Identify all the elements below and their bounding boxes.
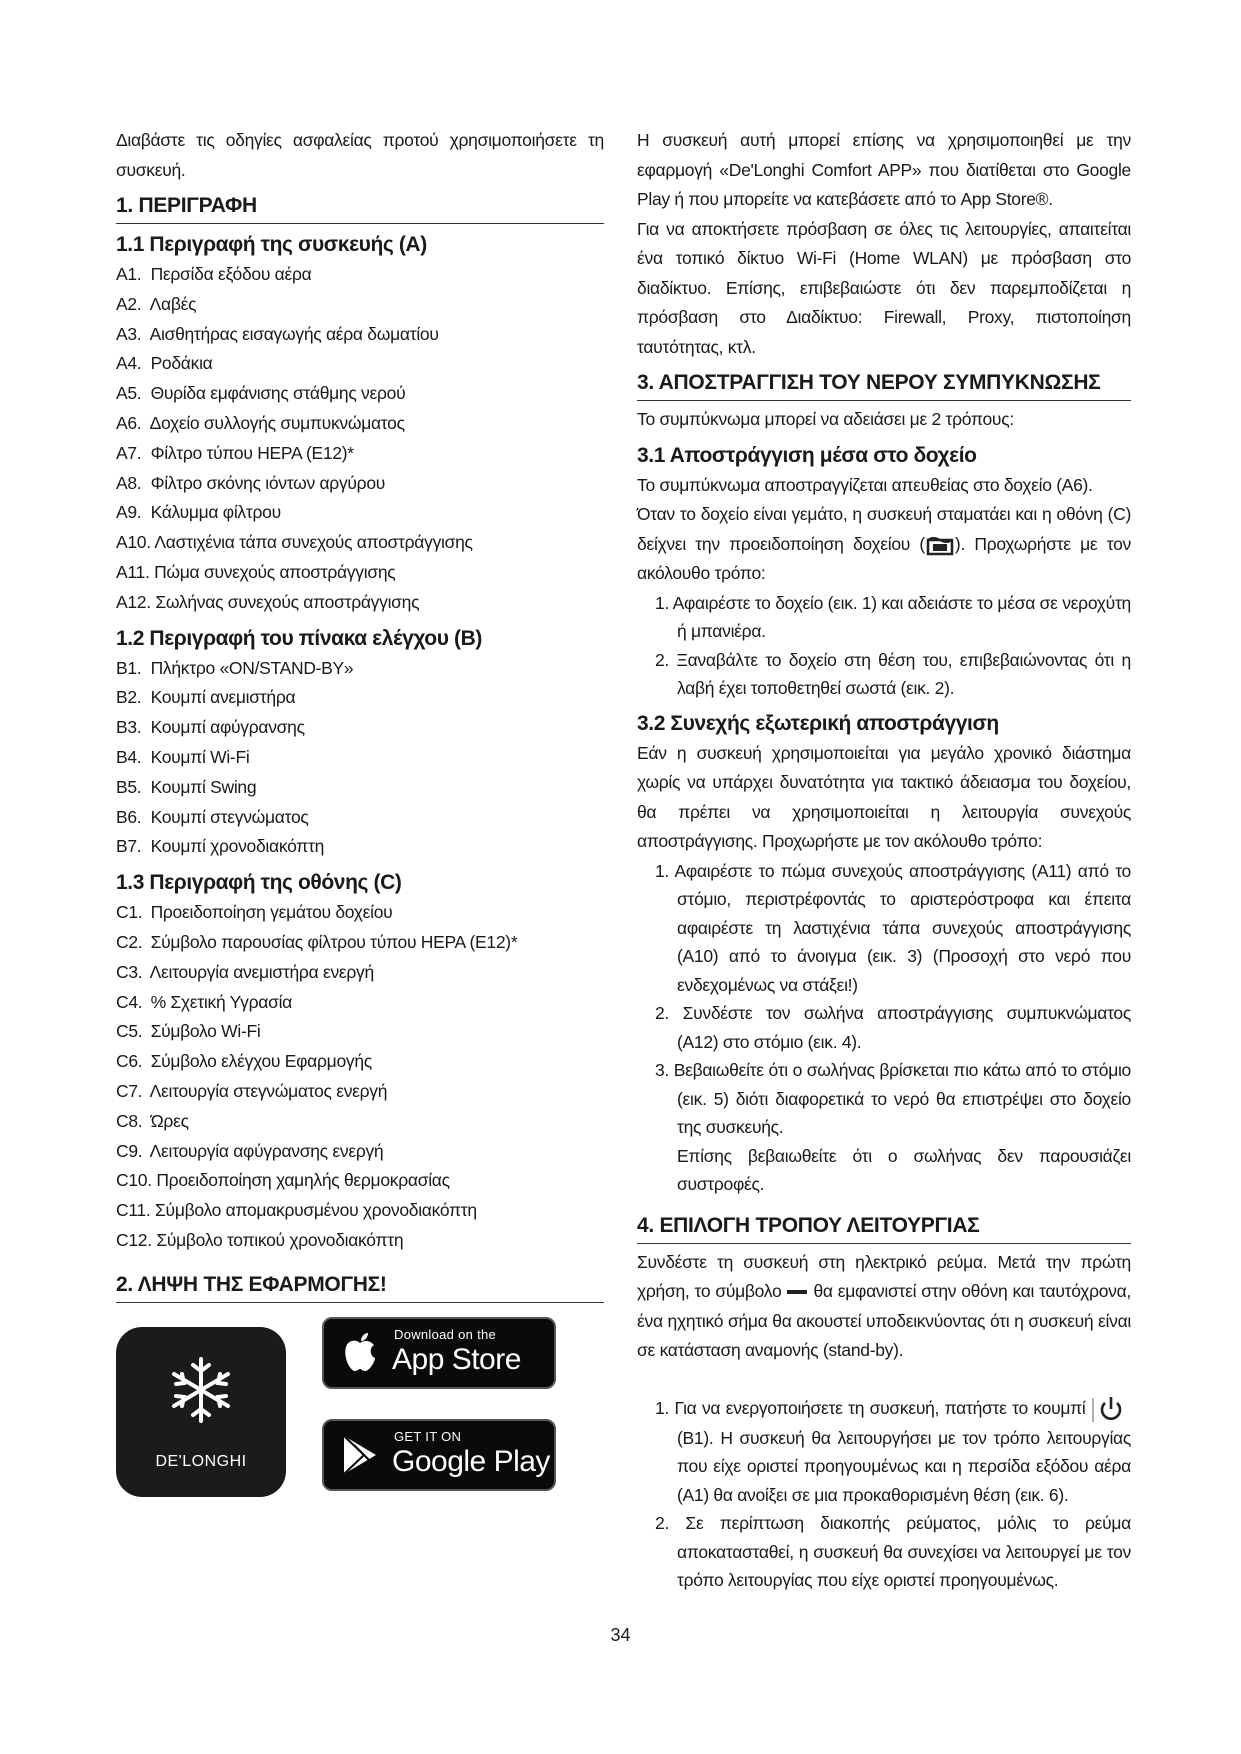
list-item: A2. Λαβές bbox=[116, 293, 197, 314]
list-item: C2. Σύμβολο παρουσίας φίλτρου τύπου HEPA (E12)* bbox=[116, 931, 518, 952]
list-item: A8. Φίλτρο σκόνης ιόντων αργύρου bbox=[116, 472, 386, 493]
section-3-1-step-1: 1. Αφαιρέστε το δοχείο (εικ. 1) και αδειάστε το μέσα σε νεροχύτη ή μπανιέρα. bbox=[655, 592, 1131, 641]
right-column bbox=[637, 126, 1131, 1595]
list-item: A1. Περσίδα εξόδου αέρα bbox=[116, 264, 312, 284]
list-item: C7. Λειτουργία στεγνώματος ενεργή bbox=[116, 1080, 388, 1101]
google-play-small-text: GET IT ON bbox=[394, 1428, 462, 1444]
section-3-1-heading: 3.1 Αποστράγγιση μέσα στο δοχείο bbox=[637, 443, 977, 467]
page-number: 34 bbox=[610, 1625, 631, 1645]
play-icon bbox=[340, 1433, 380, 1477]
section-2-heading: 2. ΛΗΨΗ ΤΗΣ ΕΦΑΡΜΟΓΗΣ! bbox=[116, 1270, 604, 1303]
google-play-badge[interactable] bbox=[322, 1419, 556, 1491]
app-store-big-text: App Store bbox=[392, 1342, 521, 1376]
list-item: B1. Πλήκτρο «ON/STAND-BY» bbox=[116, 657, 354, 678]
section-3-2-step-2: 2. Συνδέστε τον σωλήνα αποστράγγισης συμπυκνώματος (A12) στο στόμιο (εικ. 4). bbox=[655, 1003, 1131, 1052]
section-1-3-heading: 1.3 Περιγραφή της οθόνης (C) bbox=[116, 871, 402, 895]
list-item: B2. Κουμπί ανεμιστήρα bbox=[116, 687, 296, 708]
list-item: A3. Αισθητήρας εισαγωγής αέρα δωματίου bbox=[116, 323, 439, 344]
list-item: C4. % Σχετική Υγρασία bbox=[116, 991, 292, 1012]
list-item: B7. Κουμπί χρονοδιακόπτη bbox=[116, 836, 325, 857]
app-brand-label: DE'LONGHI bbox=[155, 1452, 247, 1470]
list-item: B4. Κουμπί Wi-Fi bbox=[116, 746, 250, 767]
section-3-intro: Το συμπύκνωμα μπορεί να αδειάσει με 2 τρόπους: bbox=[637, 409, 1014, 429]
list-item: C8. Ώρες bbox=[116, 1110, 189, 1131]
delonghi-app-icon[interactable] bbox=[116, 1327, 286, 1497]
app-store-badge[interactable] bbox=[322, 1317, 556, 1389]
list-item: A4. Ροδάκια bbox=[116, 353, 213, 374]
section-1-2-heading: 1.2 Περιγραφή του πίνακα ελέγχου (B) bbox=[116, 626, 482, 650]
section-3-2-heading: 3.2 Συνεχής εξωτερική αποστράγγιση bbox=[637, 711, 999, 735]
section-4-step-1: 1. Για να ενεργοποιήσετε τη συσκευή, πατήστε το κουμπί (B1). Η συσκευή θα λειτουργήσει με τον τρόπο λειτουργίας που είχε οριστεί προηγουμένως και η περσίδα εξόδου αέρα (A1) θα ανοίξει σε μια προκαθορισμένη θέση (εικ. 6). bbox=[637, 1394, 1131, 1510]
app-paragraph: Η συσκευή αυτή μπορεί επίσης να χρησιμοποιηθεί με την εφαρμογή «De'Longhi Comfort APP» που διατίθεται στο Google Play ή που μπορείτε να κατεβάσετε από το App Store®. bbox=[637, 130, 1131, 209]
section-3-2-paragraph: Εάν η συσκευή χρησιμοποιείται για μεγάλο χρονικό διάστημα χωρίς να υπάρχει δυνατότητα για τακτικό άδειασμα του δοχείου, θα πρέπει να χρησιμοποιείται η λειτουργία συνεχούς αποστράγγισης. Προχωρήστε με τον ακόλουθο τρόπο: bbox=[637, 742, 1131, 851]
list-item: B3. Κουμπί αφύγρανσης bbox=[116, 717, 305, 738]
list-item: C3. Λειτουργία ανεμιστήρα ενεργή bbox=[116, 961, 374, 982]
b-list bbox=[116, 654, 604, 863]
list-item: A12. Σωλήνας συνεχούς αποστράγγισης bbox=[116, 591, 420, 612]
section-3-1-p1: Το συμπύκνωμα αποστραγγίζεται απευθείας στο δοχείο (A6). bbox=[637, 474, 1093, 495]
list-item: B6. Κουμπί στεγνώματος bbox=[116, 806, 309, 827]
intro-paragraph: Διαβάστε τις οδηγίες ασφαλείας προτού χρησιμοποιήσετε τη συσκευή. bbox=[116, 130, 604, 180]
section-3-2-step-1: 1. Αφαιρέστε το πώμα συνεχούς αποστράγγισης (A11) από το στόμιο, περιστρέφοντάς το αριστερόστροφα και έπειτα αφαιρέστε τη λαστιχένια τάπα συνεχούς αποστράγγισης (A10) από το άνοιγμα (εικ. 3) (Προσοχή στο νερό που ενδεχομένως να στάξει!) bbox=[655, 860, 1131, 995]
section-4-paragraph: Συνδέστε τη συσκευή στη ηλεκτρικό ρεύμα. Μετά την πρώτη χρήση, το σύμβολο θα εμφανιστεί στην οθόνη και ταυτόχρονα, ένα ηχητικό σήμα θα ακουστεί υποδεικνύοντας ότι η συσκευή είναι σε κατάσταση αναμονής (stand-by). bbox=[637, 1251, 1131, 1360]
list-item: B5. Κουμπί Swing bbox=[116, 776, 257, 797]
list-item: A11. Πώμα συνεχούς αποστράγγισης bbox=[116, 561, 396, 582]
list-item: C11. Σύμβολο απομακρυσμένου χρονοδιακόπτη bbox=[116, 1200, 477, 1221]
standby-dash-icon bbox=[786, 1287, 808, 1297]
list-item: A7. Φίλτρο τύπου HEPA (E12)* bbox=[116, 442, 354, 463]
section-1-heading: 1. ΠΕΡΙΓΡΑΦΗ bbox=[116, 191, 604, 224]
c-list bbox=[116, 898, 604, 1256]
wifi-paragraph: Για να αποκτήσετε πρόσβαση σε όλες τις λειτουργίες, απαιτείται ένα τοπικό δίκτυο Wi-Fi (Home WLAN) με πρόσβαση στο διαδίκτυο. Επίσης, επιβεβαιώστε ότι δεν παρεμποδίζεται η πρόσβαση στο Διαδίκτυο: Firewall, Proxy, πιστοποίηση ταυτότητας, κτλ. bbox=[637, 218, 1131, 357]
a-list bbox=[116, 260, 604, 618]
tank-full-icon bbox=[925, 534, 955, 556]
list-item: A9. Κάλυμμα φίλτρου bbox=[116, 502, 281, 523]
list-item: C5. Σύμβολο Wi-Fi bbox=[116, 1021, 261, 1042]
section-3-1-p2: Όταν το δοχείο είναι γεμάτο, η συσκευή σταματάει και η οθόνη (C) δείχνει την προειδοποίηση δοχείου ( ). Προχωρήστε με τον ακόλουθο τρόπο: bbox=[637, 504, 1131, 583]
section-3-2-step-3: 3. Βεβαιωθείτε ότι ο σωλήνας βρίσκεται πιο κάτω από το στόμιο (εικ. 5) διότι διαφορετικά το νερό θα επιστρέψει στο δοχείο της συσκευής. bbox=[655, 1060, 1131, 1137]
section-4-step-2: 2. Σε περίπτωση διακοπής ρεύματος, μόλις το ρεύμα αποκατασταθεί, η συσκευή θα συνεχίσει να λειτουργεί με τον τρόπο λειτουργίας που είχε οριστεί προηγουμένως. bbox=[655, 1513, 1131, 1591]
app-badges bbox=[116, 1317, 604, 1507]
list-item: C12. Σύμβολο τοπικού χρονοδιακόπτη bbox=[116, 1229, 404, 1250]
list-item: A5. Θυρίδα εμφάνισης στάθμης νερού bbox=[116, 383, 406, 404]
section-3-heading: 3. ΑΠΟΣΤΡΑΓΓΙΣΗ ΤΟΥ ΝΕΡΟΥ ΣΥΜΠΥΚΝΩΣΗΣ bbox=[637, 368, 1131, 401]
section-4-heading: 4. ΕΠΙΛΟΓΗ ΤΡΟΠΟΥ ΛΕΙΤΟΥΡΓΙΑΣ bbox=[637, 1211, 1131, 1244]
power-button-icon bbox=[1091, 1394, 1131, 1424]
section-1-1-heading: 1.1 Περιγραφή της συσκευής (A) bbox=[116, 233, 427, 256]
list-item: A6. Δοχείο συλλογής συμπυκνώματος bbox=[116, 412, 405, 433]
list-item: C10. Προειδοποίηση χαμηλής θερμοκρασίας bbox=[116, 1170, 450, 1191]
google-play-big-text: Google Play bbox=[392, 1444, 550, 1478]
list-item: C9. Λειτουργία αφύγρανσης ενεργή bbox=[116, 1140, 384, 1161]
section-3-2-note: Επίσης βεβαιωθείτε ότι ο σωλήνας δεν παρουσιάζει συστροφές. bbox=[677, 1145, 1131, 1194]
list-item: A10. Λαστιχένια τάπα συνεχούς αποστράγγισης bbox=[116, 532, 473, 553]
section-3-1-step-2: 2. Ξαναβάλτε το δοχείο στη θέση του, επιβεβαιώνοντας ότι η λαβή έχει τοποθετηθεί σωστά (εικ. 2). bbox=[655, 649, 1131, 698]
snowflake-icon bbox=[166, 1355, 236, 1425]
app-store-small-text: Download on the bbox=[394, 1326, 497, 1342]
left-column bbox=[116, 126, 604, 1507]
apple-icon bbox=[340, 1331, 380, 1375]
list-item: C6. Σύμβολο ελέγχου Εφαρμογής bbox=[116, 1051, 372, 1072]
list-item: C1. Προειδοποίηση γεμάτου δοχείου bbox=[116, 902, 393, 923]
